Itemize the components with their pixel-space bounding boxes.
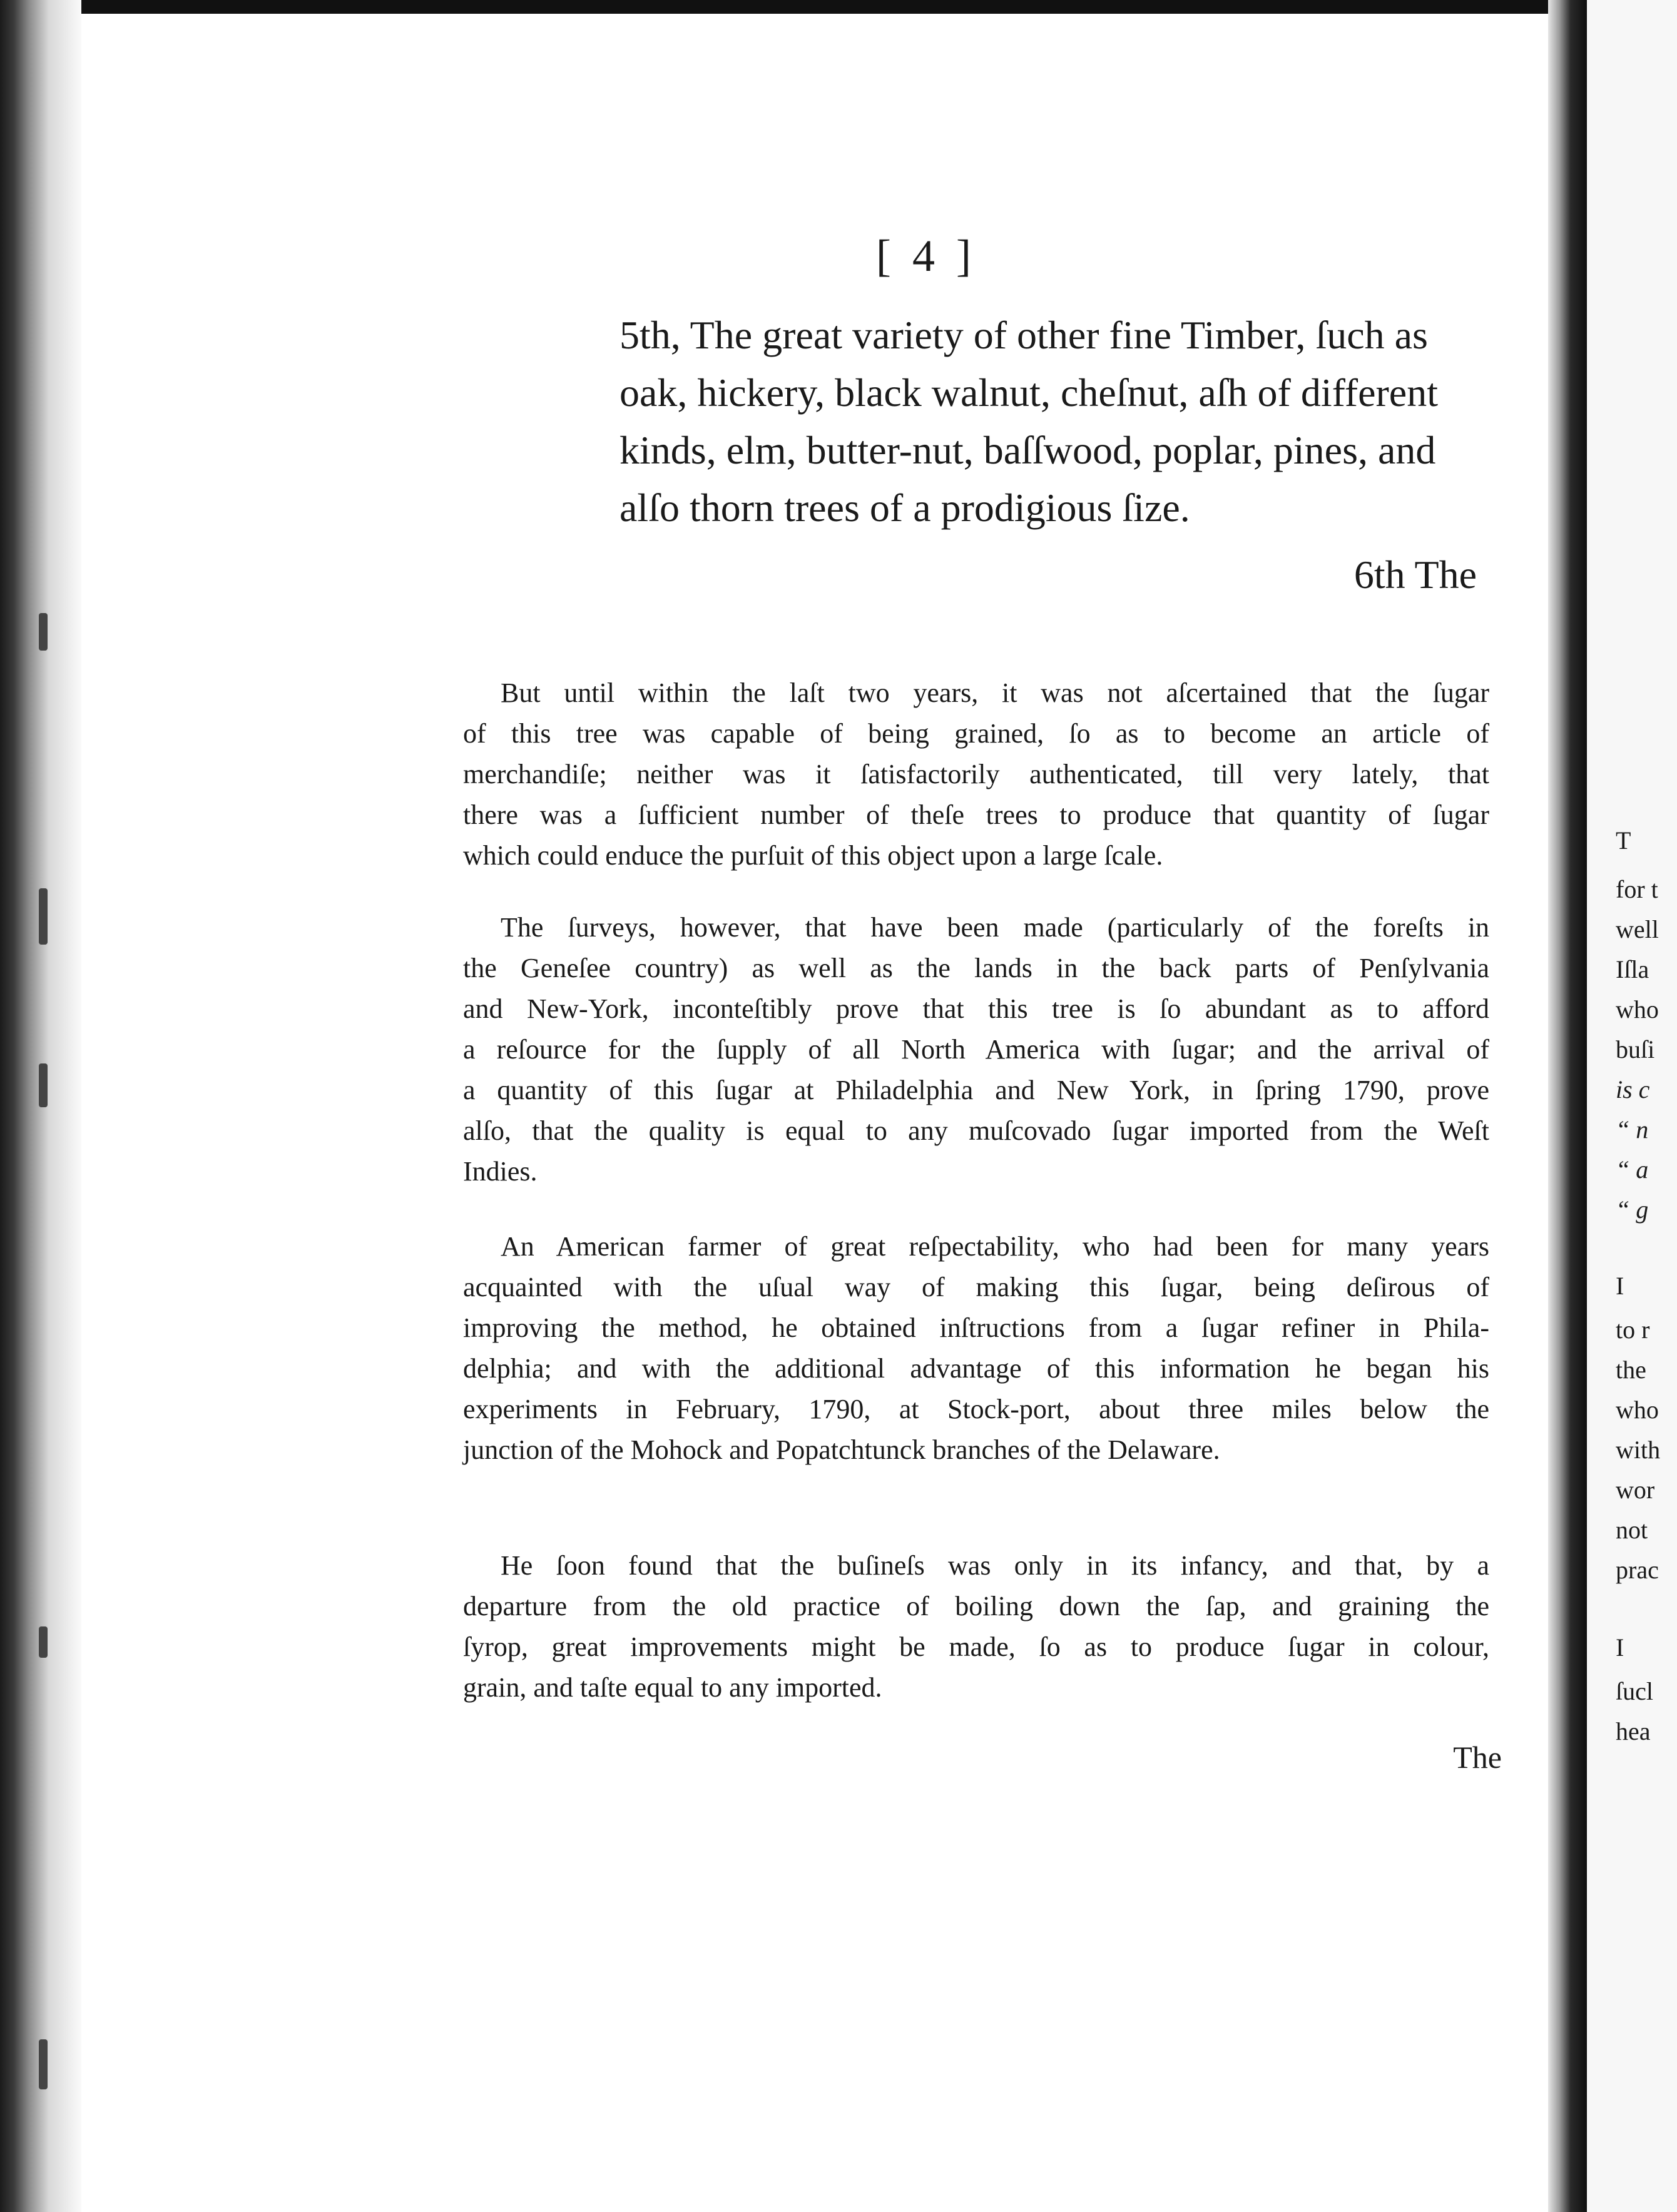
scan-artifact — [39, 888, 48, 945]
facing-fragment: I — [1616, 1272, 1624, 1300]
facing-page — [1587, 0, 1677, 2212]
text-line: An American farmer of great reſpectability, who had been for many years — [501, 1231, 1489, 1262]
facing-fragment: not — [1616, 1516, 1648, 1544]
paragraph-2 — [463, 907, 1489, 1192]
facing-fragment: “ g — [1616, 1195, 1649, 1224]
facing-fragment: with — [1616, 1436, 1661, 1464]
facing-fragment: who — [1616, 995, 1659, 1023]
scan-artifact — [39, 2039, 48, 2089]
facing-fragment: ſucl — [1616, 1677, 1653, 1705]
scan-artifact — [39, 1626, 48, 1658]
facing-fragment: Iſla — [1616, 955, 1649, 983]
item-5-label: 5th, — [619, 313, 681, 357]
text-line: The ſurveys, however, that have been made (particularly of the foreſts in — [501, 912, 1489, 943]
scan-top-edge — [0, 0, 1677, 14]
text-line: Indies. — [463, 1156, 538, 1187]
paragraph-1 — [463, 672, 1489, 876]
catchword-bottom: The — [1453, 1740, 1502, 1775]
facing-fragment: well — [1616, 915, 1659, 943]
text-line: acquainted with the uſual way of making this ſugar, being deſirous of — [463, 1272, 1489, 1302]
facing-fragment: who — [1616, 1396, 1659, 1424]
facing-fragment: “ a — [1616, 1155, 1649, 1184]
text-line: junction of the Mohock and Popatchtunck branches of the Delaware. — [463, 1434, 1220, 1465]
scan-left-edge — [0, 0, 81, 2212]
facing-fragment: T — [1616, 826, 1631, 855]
text-line: merchandiſe; neither was it ſatisfactorily authenticated, till very lately, that — [463, 759, 1489, 789]
text-line: which could enduce the purſuit of this object upon a large ſcale. — [463, 840, 1163, 871]
text-line: a quantity of this ſugar at Philadelphia and New York, in ſpring 1790, prove — [463, 1075, 1489, 1105]
paragraph-3 — [463, 1226, 1489, 1470]
facing-fragment: wor — [1616, 1476, 1655, 1504]
scan-artifact — [39, 613, 48, 651]
text-line: there was a ſufficient number of theſe trees to produce that quantity of ſugar — [463, 799, 1489, 830]
catchword-top: 6th The — [1353, 552, 1477, 597]
text-line: ſyrop, great improvements might be made, ſo as to produce ſugar in colour, — [463, 1631, 1489, 1662]
item-5-line: kinds, elm, butter-nut, baſſwood, poplar, pines, and — [619, 428, 1436, 472]
text-line: of this tree was capable of being grained, ſo as to become an article of — [463, 718, 1489, 749]
facing-fragment: for t — [1616, 875, 1658, 903]
facing-fragment: hea — [1616, 1717, 1651, 1745]
item-5-line: 5th, The great variety of other fine Timber, ſuch as — [619, 313, 1428, 357]
facing-fragment: to r — [1616, 1316, 1650, 1344]
text-line: But until within the laſt two years, it was not aſcertained that the ſugar — [501, 677, 1489, 708]
paragraph-4 — [463, 1545, 1489, 1708]
text-line: and New-York, inconteſtibly prove that this tree is ſo abundant as to afford — [463, 993, 1489, 1024]
scan-artifact — [39, 1063, 48, 1107]
text-line: alſo, that the quality is equal to any muſcovado ſugar imported from the Weſt — [463, 1115, 1489, 1146]
facing-fragment: “ n — [1616, 1115, 1649, 1144]
facing-fragment: buſi — [1616, 1035, 1655, 1063]
text-line: grain, and taſte equal to any imported. — [463, 1672, 882, 1703]
facing-fragment: I — [1616, 1633, 1624, 1662]
text-line: the Geneſee country) as well as the lands in the back parts of Penſylvania — [463, 953, 1489, 983]
facing-fragment: is c — [1616, 1075, 1650, 1103]
page-number: [ 4 ] — [876, 231, 976, 281]
book-gutter — [1548, 0, 1587, 2212]
numbered-item-5 — [538, 307, 1483, 537]
text-line: departure from the old practice of boiling down the ſap, and graining the — [463, 1591, 1489, 1621]
item-5-line: oak, hickery, black walnut, cheſnut, aſh of different — [619, 370, 1438, 415]
facing-fragment: prac — [1616, 1556, 1659, 1584]
text-line: experiments in February, 1790, at Stock-port, about three miles below the — [463, 1394, 1489, 1424]
text-line: delphia; and with the additional advantage of this information he began his — [463, 1353, 1489, 1384]
text-line: a reſource for the ſupply of all North America with ſugar; and the arrival of — [463, 1034, 1489, 1065]
text-line: He ſoon found that the buſineſs was only in its infancy, and that, by a — [501, 1550, 1489, 1581]
text-line: improving the method, he obtained inſtructions from a ſugar refiner in Phila- — [463, 1312, 1489, 1343]
item-5-line: alſo thorn trees of a prodigious ſize. — [619, 485, 1190, 530]
facing-fragment: the — [1616, 1356, 1646, 1384]
